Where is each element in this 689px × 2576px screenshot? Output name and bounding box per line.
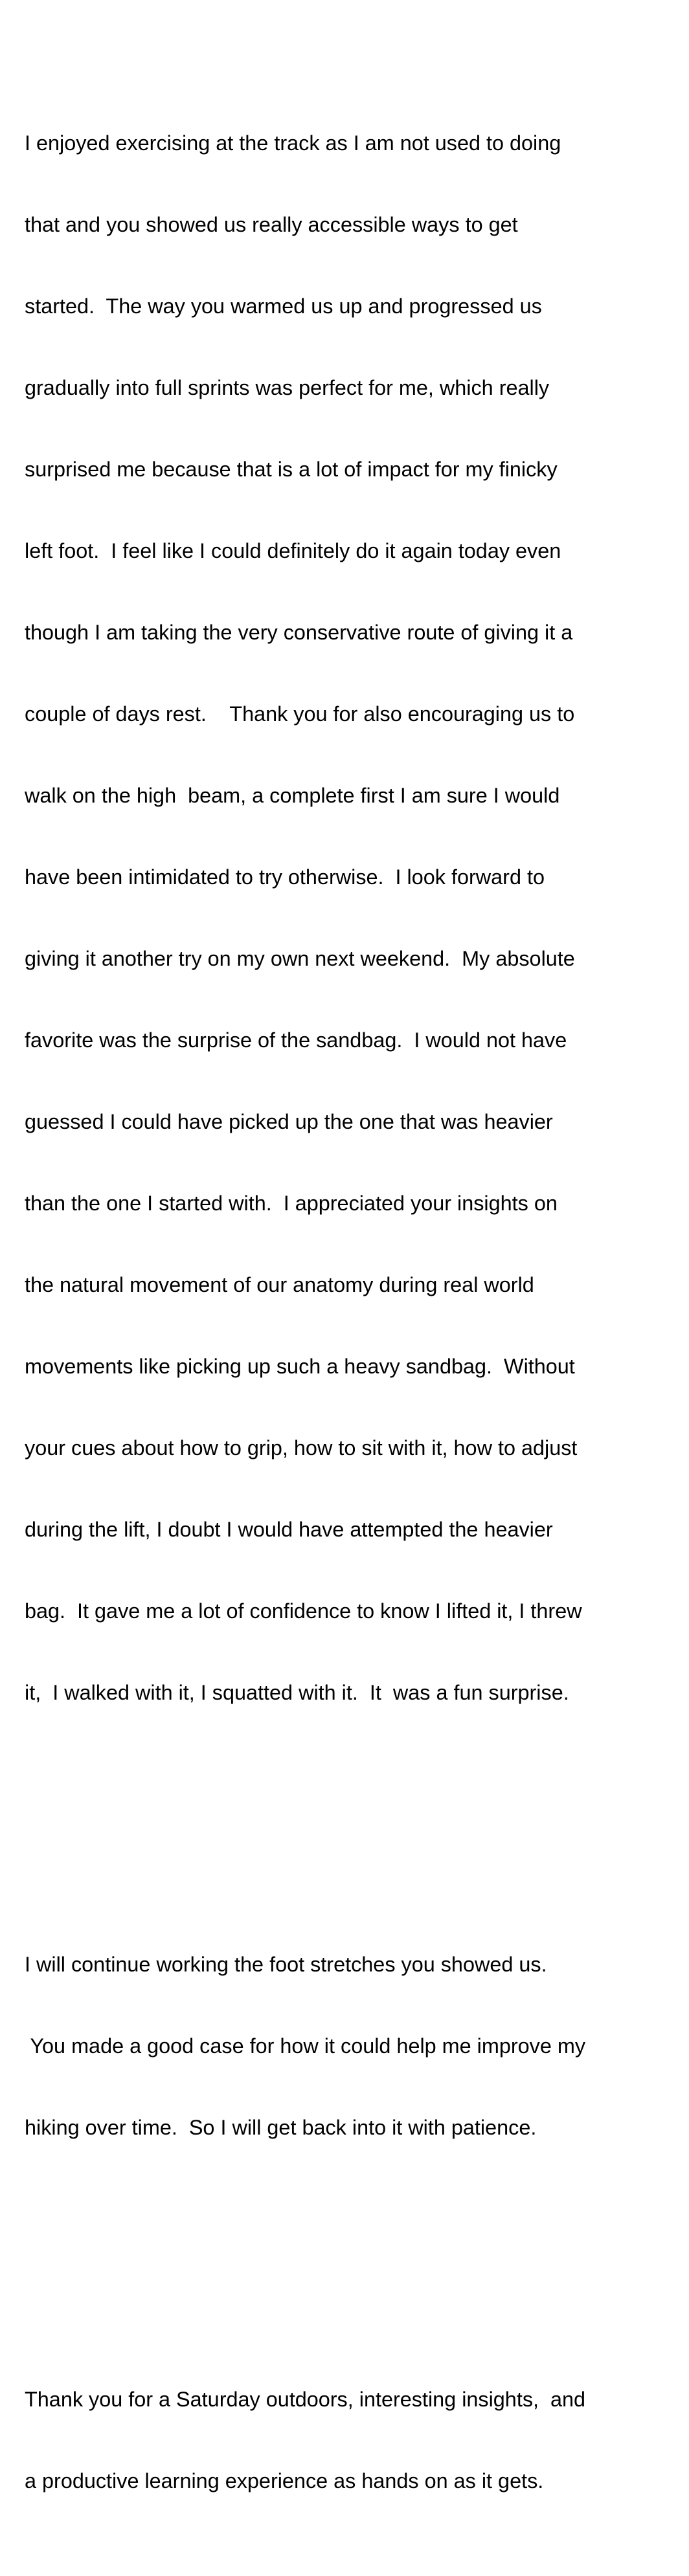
text-line: I enjoyed exercising at the track as I am not used to doing xyxy=(25,131,561,155)
document-body xyxy=(25,21,679,2576)
text-line: giving it another try on my own next weekend. My absolute xyxy=(25,947,575,970)
text-line: guessed I could have picked up the one that was heavier xyxy=(25,1110,553,1133)
text-line: it, I walked with it, I squatted with it. It was a fun surprise. xyxy=(25,1681,569,1704)
text-line: walk on the high beam, a complete first I am sure I would xyxy=(25,784,560,807)
text-line: hiking over time. So I will get back into it with patience. xyxy=(25,2116,537,2139)
text-line: have been intimidated to try otherwise. I look forward to xyxy=(25,865,545,889)
text-line: left foot. I feel like I could definitely do it again today even xyxy=(25,539,561,562)
text-line: favorite was the surprise of the sandbag. I would not have xyxy=(25,1028,567,1052)
paragraph-2 xyxy=(25,1896,679,2195)
text-line: that and you showed us really accessible ways to get xyxy=(25,213,518,236)
text-line: a productive learning experience as hands on as it gets. xyxy=(25,2469,544,2493)
text-line: started. The way you warmed us up and progressed us xyxy=(25,294,542,318)
text-line: movements like picking up such a heavy sandbag. Without xyxy=(25,1355,575,1378)
text-line: than the one I started with. I appreciated your insights on xyxy=(25,1192,558,1215)
text-line: couple of days rest. Thank you for also encouraging us to xyxy=(25,702,575,726)
text-line: gradually into full sprints was perfect for me, which really xyxy=(25,376,550,399)
paragraph-1 xyxy=(25,75,679,1760)
text-line: Thank you for a Saturday outdoors, interesting insights, and xyxy=(25,2388,586,2411)
paragraph-3 xyxy=(25,2331,679,2549)
text-line: though I am taking the very conservative route of giving it a xyxy=(25,621,573,644)
text-line: your cues about how to grip, how to sit with it, how to adjust xyxy=(25,1436,578,1460)
paragraph-gap xyxy=(25,1815,679,1842)
text-line: during the lift, I doubt I would have attempted the heavier xyxy=(25,1518,553,1541)
paragraph-gap xyxy=(25,2250,679,2277)
text-line: bag. It gave me a lot of confidence to know I lifted it, I threw xyxy=(25,1599,582,1623)
text-line: the natural movement of our anatomy during real world xyxy=(25,1273,534,1296)
text-line: I will continue working the foot stretches you showed us. xyxy=(25,1953,547,1976)
text-line: surprised me because that is a lot of impact for my finicky xyxy=(25,458,558,481)
text-line: You made a good case for how it could help me improve my xyxy=(25,2034,586,2058)
